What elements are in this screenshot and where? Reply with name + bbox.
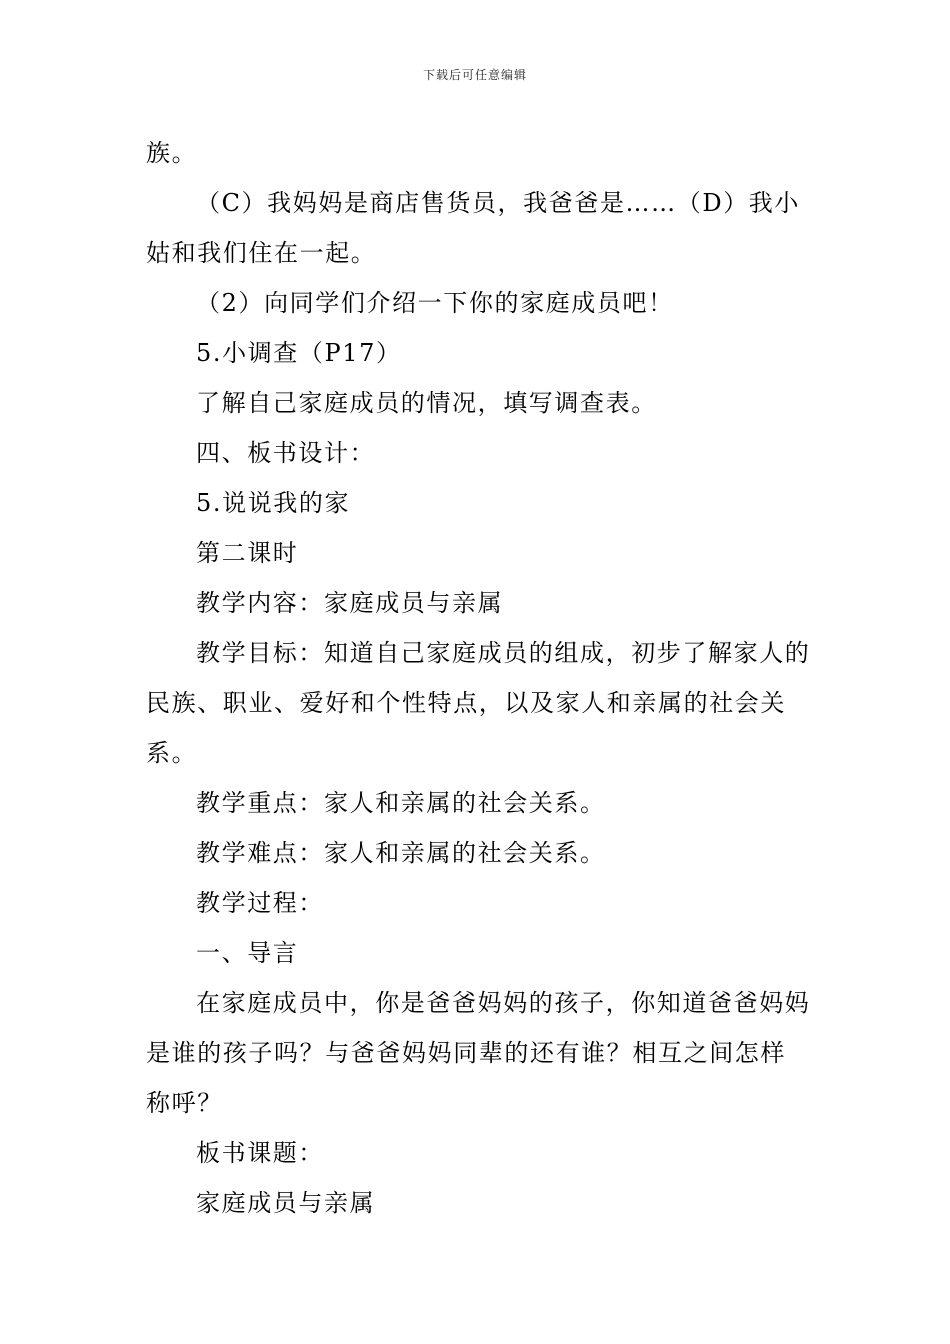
paragraph-4: 5.小调查（P17） bbox=[196, 339, 402, 367]
board-topic: 家庭成员与亲属 bbox=[196, 1189, 376, 1217]
teaching-key-points: 教学重点：家人和亲属的社会关系。 bbox=[196, 789, 606, 817]
paragraph-7: 5.说说我的家 bbox=[196, 489, 351, 517]
lesson-heading: 第二课时 bbox=[196, 539, 299, 567]
paragraph-2: （C）我妈妈是商店售货员，我爸爸是……（D）我小姑和我们住在一起。 bbox=[146, 189, 801, 267]
page-header: 下载后可任意编辑 bbox=[422, 68, 527, 82]
teaching-goals: 教学目标：知道自己家庭成员的组成，初步了解家人的民族、职业、爱好和个性特点，以及家人和亲属的社会关系。 bbox=[146, 639, 811, 767]
teaching-difficulties: 教学难点：家人和亲属的社会关系。 bbox=[196, 839, 606, 867]
section-heading-introduction: 一、导言 bbox=[196, 939, 299, 967]
paragraph-1: 族。 bbox=[146, 139, 198, 167]
paragraph-15: 在家庭成员中，你是爸爸妈妈的孩子，你知道爸爸妈妈是谁的孩子吗？与爸爸妈妈同辈的还有谁？相互之间怎样称呼？ bbox=[146, 989, 811, 1117]
section-heading-board-design: 四、板书设计： bbox=[196, 439, 376, 467]
paragraph-5: 了解自己家庭成员的情况，填写调查表。 bbox=[196, 389, 657, 417]
teaching-content: 教学内容：家庭成员与亲属 bbox=[196, 589, 504, 617]
board-topic-label: 板书课题： bbox=[196, 1139, 324, 1167]
paragraph-3: （2）向同学们介绍一下你的家庭成员吧！ bbox=[196, 289, 674, 317]
teaching-process: 教学过程： bbox=[196, 889, 324, 917]
document-body bbox=[146, 128, 811, 1228]
